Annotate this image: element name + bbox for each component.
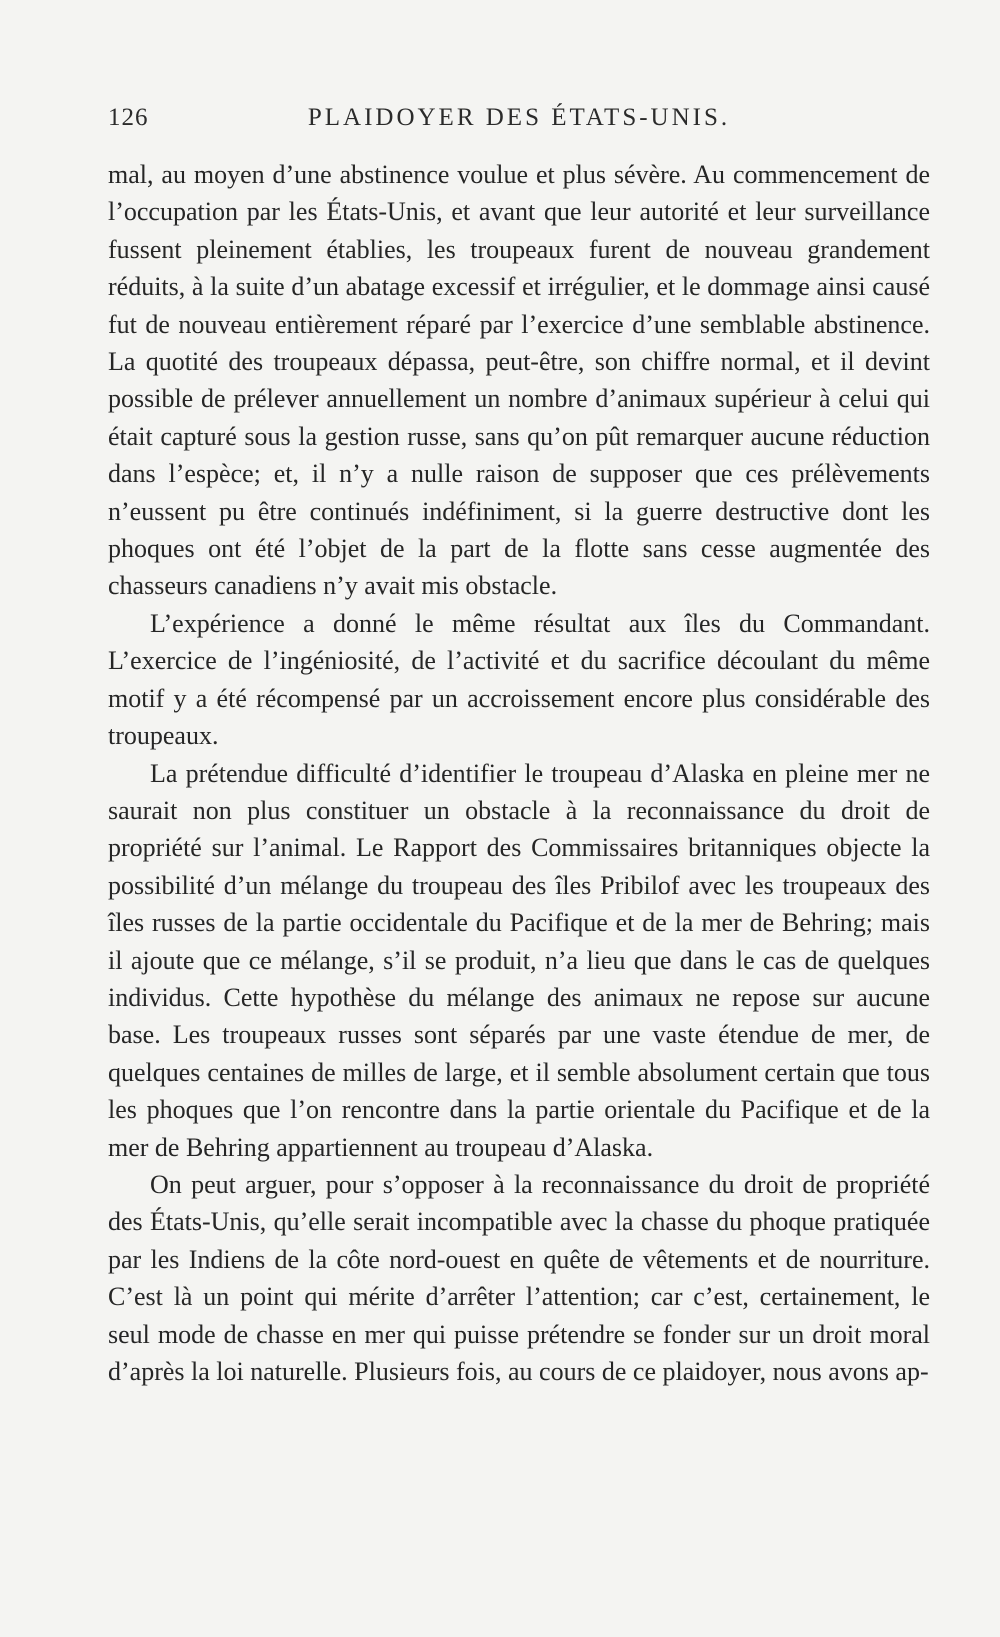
paragraph: La prétendue difficulté d’identifier le troupeau d’Alaska en pleine mer ne saurait non plus constituer un obstacle à la reconnaissance du droit de propriété sur l’animal. Le Rapport des Commissaires britanniques objecte la possibilité d’un mélange du troupeau des îles Pribilof avec les troupeaux des îles russes de la partie occidentale du Pacifique et de la mer de Behring; mais il ajoute que ce mélange, s’il se produit, n’a lieu que dans le cas de quelques individus. Cette hypothèse du mélange des animaux ne repose sur aucune base. Les troupeaux russes sont séparés par une vaste étendue de mer, de quelques centaines de milles de large, et il semble absolument certain que tous les phoques que l’on rencontre dans la partie orientale du Pacifique et de la mer de Behring appartiennent au troupeau d’Alaska.	[108, 758, 930, 1162]
running-title: PLAIDOYER DES ÉTATS-UNIS.	[307, 104, 731, 131]
page-header	[108, 104, 930, 140]
page-number: 126	[108, 104, 149, 131]
paragraph: On peut arguer, pour s’opposer à la reconnaissance du droit de propriété des États-Unis, qu’elle serait incompatible avec la chasse du phoque pratiquée par les Indiens de la côte nord-ouest en quête de vêtements et de nourriture. C’est là un point qui mérite d’arrêter l’attention; car c’est, certainement, le seul mode de chasse en mer qui puisse prétendre se fonder sur un droit moral d’après la loi naturelle. Plusieurs fois, au cours de ce plaidoyer, nous avons ap-	[108, 1169, 930, 1386]
paragraph: L’expérience a donné le même résultat aux îles du Commandant. L’exercice de l’ingéniosité, de l’activité et du sacrifice découlant du même motif y a été récompensé par un accroissement encore plus considérable des troupeaux.	[108, 608, 930, 751]
paragraph-continued: mal, au moyen d’une abstinence voulue et plus sévère. Au commencement de l’occupation par les États-Unis, et avant que leur autorité et leur surveillance fussent pleinement établies, les troupeaux furent de nouveau grandement réduits, à la suite d’un abatage excessif et irrégulier, et le dommage ainsi causé fut de nouveau entièrement réparé par l’exercice d’une semblable abstinence. La quotité des troupeaux dépassa, peut-être, son chiffre normal, et il devint possible de prélever annuellement un nombre d’animaux supérieur à celui qui était capturé sous la gestion russe, sans qu’on pût remarquer aucune réduction dans l’espèce; et, il n’y a nulle raison de supposer que ces prélèvements n’eussent pu être continués indéfiniment, si la guerre destructive dont les phoques ont été l’objet de la part de la flotte sans cesse augmentée des chasseurs canadiens n’y avait mis obstacle.	[108, 160, 930, 601]
body-text	[108, 156, 930, 1390]
